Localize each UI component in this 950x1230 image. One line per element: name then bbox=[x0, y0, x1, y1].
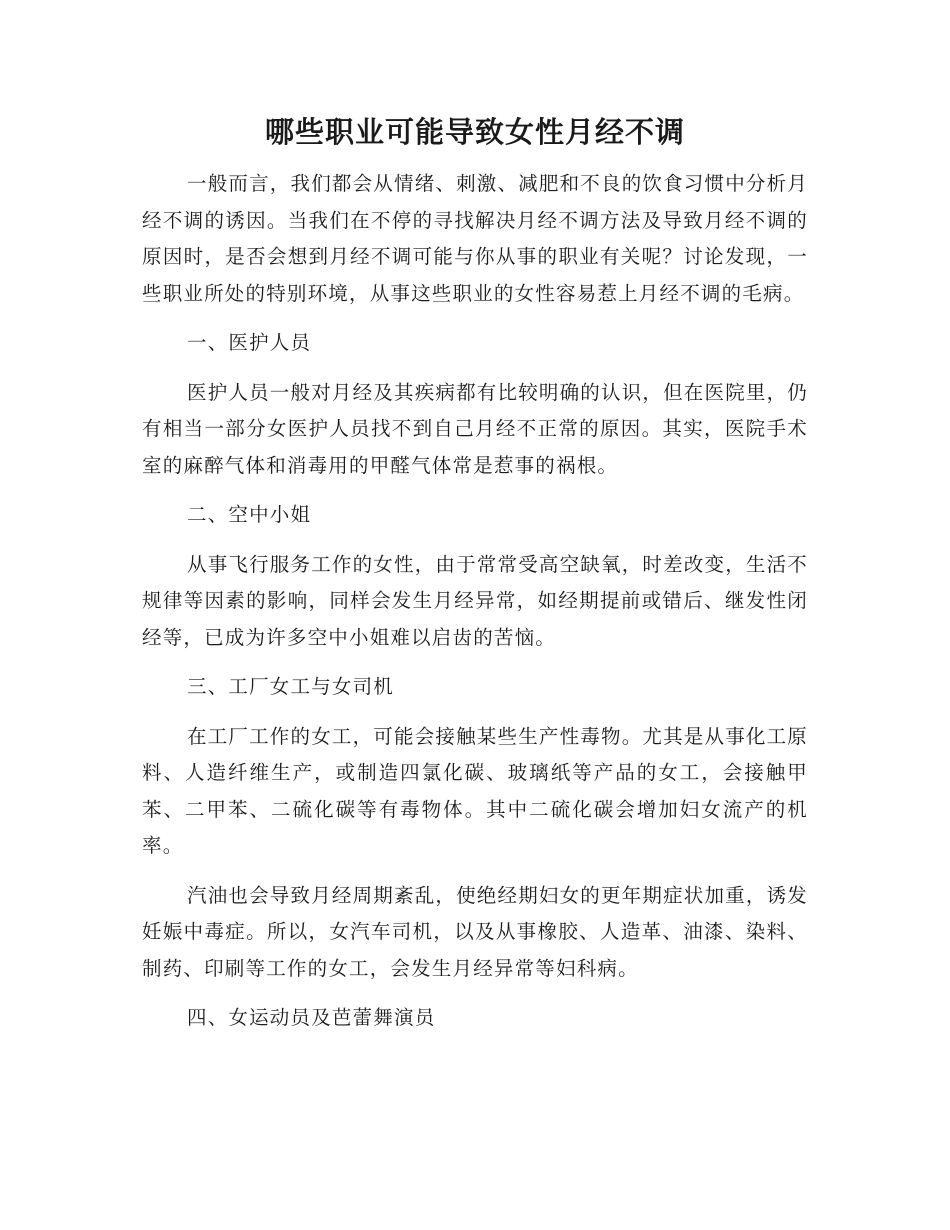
paragraph-gasoline: 汽油也会导致月经周期紊乱，使绝经期妇女的更年期症状加重，诱发妊娠中毒症。所以，女汽车司机，以及从事橡胶、人造革、油漆、染料、制药、印刷等工作的女工，会发生月经异常等妇科病。 bbox=[142, 883, 809, 980]
section-heading-factory-workers-drivers: 三、工厂女工与女司机 bbox=[187, 675, 395, 698]
paragraph-factory-workers: 在工厂工作的女工，可能会接触某些生产性毒物。尤其是从事化工原料、人造纤维生产，或制造四氯化碳、玻璃纸等产品的女工，会接触甲苯、二甲苯、二硫化碳等有毒物体。其中二硫化碳会增加妇女流产的机率。 bbox=[142, 724, 809, 857]
paragraph-medical-staff: 医护人员一般对月经及其疾病都有比较明确的认识，但在医院里，仍有相当一部分女医护人员找不到自己月经不正常的原因。其实，医院手术室的麻醉气体和消毒用的甲醛气体常是惹事的祸根。 bbox=[142, 380, 809, 477]
document-title: 哪些职业可能导致女性月经不调 bbox=[264, 115, 685, 149]
section-heading-medical-staff: 一、医护人员 bbox=[187, 331, 312, 354]
section-heading-flight-attendants: 二、空中小姐 bbox=[187, 503, 312, 526]
document-body bbox=[142, 166, 808, 1037]
section-heading-athletes-dancers: 四、女运动员及芭蕾舞演员 bbox=[187, 1006, 436, 1029]
paragraph-intro: 一般而言，我们都会从情绪、刺激、减肥和不良的饮食习惯中分析月经不调的诱因。当我们在不停的寻找解决月经不调方法及导致月经不调的原因时，是否会想到月经不调可能与你从事的职业有关呢？讨论发现，一些职业所处的特别环境，从事这些职业的女性容易惹上月经不调的毛病。 bbox=[142, 172, 809, 305]
paragraph-flight-attendants: 从事飞行服务工作的女性，由于常常受高空缺氧，时差改变，生活不规律等因素的影响，同样会发生月经异常，如经期提前或错后、继发性闭经等，已成为许多空中小姐难以启齿的苦恼。 bbox=[142, 552, 809, 649]
